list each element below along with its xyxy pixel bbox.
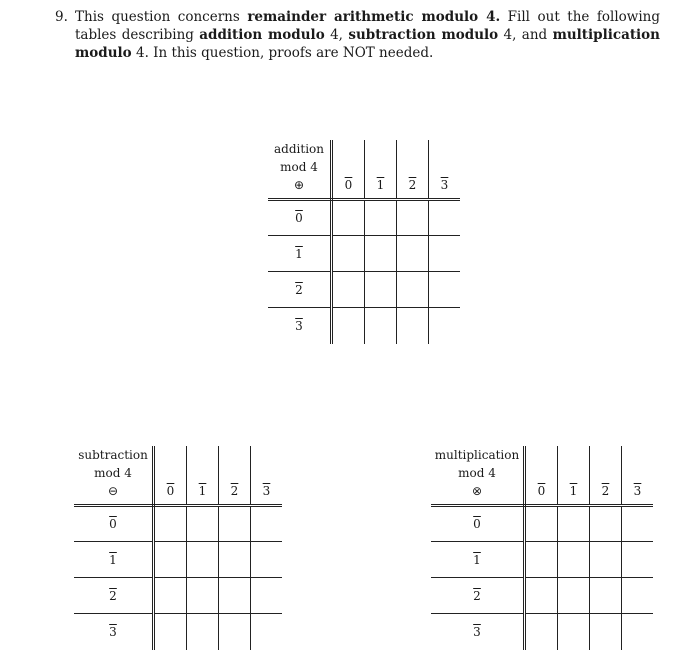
table-cell[interactable] [429, 200, 461, 236]
table-cell[interactable] [525, 506, 558, 542]
table-cell[interactable] [365, 308, 397, 344]
table-cell[interactable] [558, 578, 590, 614]
table-cell[interactable] [219, 506, 251, 542]
table-cell[interactable] [154, 578, 187, 614]
row-header: 3 [431, 614, 525, 650]
table-cell[interactable] [525, 542, 558, 578]
row-header: 3 [74, 614, 154, 650]
oplus-icon: ⊕ [293, 178, 305, 192]
table-cell[interactable] [251, 542, 283, 578]
table-cell[interactable] [525, 614, 558, 650]
question-block [55, 8, 660, 62]
table-cell[interactable] [251, 578, 283, 614]
table-cell[interactable] [187, 578, 219, 614]
table-cell[interactable] [187, 614, 219, 650]
table-cell[interactable] [525, 578, 558, 614]
table-cell[interactable] [397, 200, 429, 236]
table-cell[interactable] [397, 236, 429, 272]
row-header: 2 [268, 272, 332, 308]
otimes-icon: ⊗ [471, 484, 483, 498]
table-cell[interactable] [622, 578, 654, 614]
subtraction-table [74, 446, 282, 650]
row-header: 0 [268, 200, 332, 236]
table-cell[interactable] [332, 272, 365, 308]
multiplication-header: multiplication mod 4 ⊗ [431, 446, 525, 506]
table-cell[interactable] [332, 236, 365, 272]
table-cell[interactable] [558, 506, 590, 542]
table-cell[interactable] [219, 542, 251, 578]
col-header: 2 [397, 140, 429, 200]
addition-header: addition mod 4 ⊕ [268, 140, 332, 200]
row-header: 2 [74, 578, 154, 614]
table-cell[interactable] [219, 578, 251, 614]
subtraction-header: subtraction mod 4 ⊖ [74, 446, 154, 506]
table-cell[interactable] [590, 506, 622, 542]
table-cell[interactable] [251, 614, 283, 650]
col-header: 1 [365, 140, 397, 200]
table-cell[interactable] [590, 578, 622, 614]
col-header: 1 [187, 446, 219, 506]
table-cell[interactable] [429, 236, 461, 272]
question-number: 9. [55, 9, 68, 25]
row-header: 1 [74, 542, 154, 578]
table-cell[interactable] [590, 542, 622, 578]
col-header: 2 [219, 446, 251, 506]
table-cell[interactable] [219, 614, 251, 650]
table-cell[interactable] [429, 308, 461, 344]
col-header: 3 [622, 446, 654, 506]
table-cell[interactable] [622, 542, 654, 578]
ominus-icon: ⊖ [107, 484, 119, 498]
table-cell[interactable] [397, 272, 429, 308]
col-header: 1 [558, 446, 590, 506]
row-header: 0 [431, 506, 525, 542]
col-header: 0 [154, 446, 187, 506]
table-cell[interactable] [558, 542, 590, 578]
col-header: 3 [251, 446, 283, 506]
col-header: 3 [429, 140, 461, 200]
table-cell[interactable] [154, 506, 187, 542]
table-cell[interactable] [154, 614, 187, 650]
table-cell[interactable] [251, 506, 283, 542]
col-header: 0 [525, 446, 558, 506]
table-cell[interactable] [187, 506, 219, 542]
row-header: 1 [431, 542, 525, 578]
table-cell[interactable] [332, 200, 365, 236]
table-cell[interactable] [429, 272, 461, 308]
row-header: 0 [74, 506, 154, 542]
row-header: 3 [268, 308, 332, 344]
table-cell[interactable] [365, 272, 397, 308]
table-cell[interactable] [332, 308, 365, 344]
multiplication-table [431, 446, 653, 650]
addition-table [268, 140, 460, 344]
table-cell[interactable] [397, 308, 429, 344]
table-cell[interactable] [622, 614, 654, 650]
row-header: 2 [431, 578, 525, 614]
table-cell[interactable] [590, 614, 622, 650]
table-cell[interactable] [365, 236, 397, 272]
question-text: This question concerns remainder arithmetic modulo 4. Fill out the following tables describing addition modulo 4, subtraction modulo 4, and multiplication modulo 4. In this question, proofs are NOT needed. [75, 9, 661, 61]
table-cell[interactable] [154, 542, 187, 578]
row-header: 1 [268, 236, 332, 272]
col-header: 2 [590, 446, 622, 506]
table-cell[interactable] [558, 614, 590, 650]
col-header: 0 [332, 140, 365, 200]
table-cell[interactable] [187, 542, 219, 578]
table-cell[interactable] [622, 506, 654, 542]
table-cell[interactable] [365, 200, 397, 236]
